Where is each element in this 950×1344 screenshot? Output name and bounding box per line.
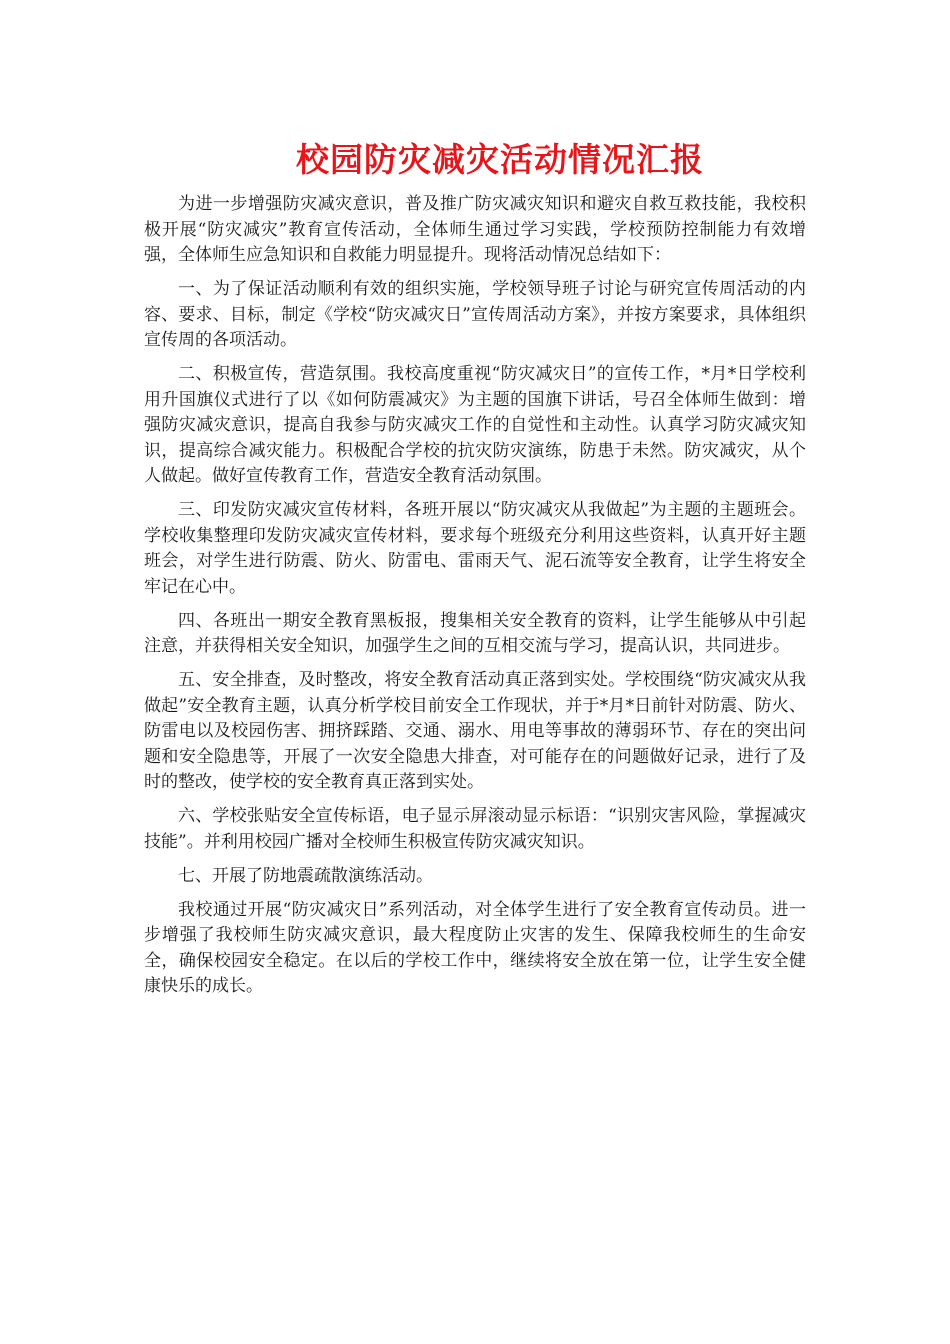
paragraph-3: 三、印发防灾减灾宣传材料，各班开展以“防灾减灾从我做起”为主题的主题班会。学校收集整理印发防灾减灾宣传材料，要求每个班级充分利用这些资料，认真开好主题班会，对学生进行防震、防火、防雷电、雷雨天气、泥石流等安全教育，让学生将安全牢记在心中。 — [144, 500, 806, 597]
paragraph-6: 六、学校张贴安全宣传标语，电子显示屏滚动显示标语：“识别灾害风险，掌握减灾技能”。并利用校园广播对全校师生积极宣传防灾减灾知识。 — [144, 806, 806, 852]
document-body — [144, 192, 806, 1008]
paragraph-conclusion: 我校通过开展“防灾减灾日”系列活动，对全体学生进行了安全教育宣传动员。进一步增强了我校师生防灾减灾意识，最大程度防止灾害的发生、保障我校师生的生命安全，确保校园安全稳定。在以后的学校工作中，继续将安全放在第一位，让学生安全健康快乐的成长。 — [144, 899, 806, 996]
paragraph-4: 四、各班出一期安全教育黑板报，搜集相关安全教育的资料，让学生能够从中引起注意，并获得相关安全知识，加强学生之间的互相交流与学习，提高认识，共同进步。 — [144, 610, 806, 656]
paragraph-7: 七、开展了防地震疏散演练活动。 — [178, 865, 433, 886]
paragraph-2: 二、积极宣传，营造氛围。我校高度重视“防灾减灾日”的宣传工作，*月*日学校利用升国旗仪式进行了以《如何防震减灾》为主题的国旗下讲话，号召全体师生做到：增强防灾减灾意识，提高自我参与防灾减灾工作的自觉性和主动性。认真学习防灾减灾知识，提高综合减灾能力。积极配合学校的抗灾防灾演练，防患于未然。防灾减灾，从个人做起。做好宣传教育工作，营造安全教育活动氛围。 — [144, 364, 806, 486]
paragraph-1: 一、为了保证活动顺利有效的组织实施，学校领导班子讨论与研究宣传周活动的内容、要求、目标，制定《学校“防灾减灾日”宣传周活动方案》，并按方案要求，具体组织宣传周的各项活动。 — [144, 279, 806, 350]
document-title: 校园防灾减灾活动情况汇报 — [296, 140, 704, 179]
paragraph-intro: 为进一步增强防灾减灾意识，普及推广防灾减灾知识和避灾自救互救技能，我校积极开展“防灾减灾”教育宣传活动，全体师生通过学习实践，学校预防控制能力有效增强，全体师生应急知识和自救能力明显提升。现将活动情况总结如下： — [144, 194, 806, 265]
paragraph-5: 五、安全排查，及时整改，将安全教育活动真正落到实处。学校围绕“防灾减灾从我做起”安全教育主题，认真分析学校目前安全工作现状，并于*月*日前针对防震、防火、防雷电以及校园伤害、拥挤踩踏、交通、溺水、用电等事故的薄弱环节、存在的突出问题和安全隐患等，开展了一次安全隐患大排查，对可能存在的问题做好记录，进行了及时的整改，使学校的安全教育真正落到实处。 — [144, 670, 806, 792]
